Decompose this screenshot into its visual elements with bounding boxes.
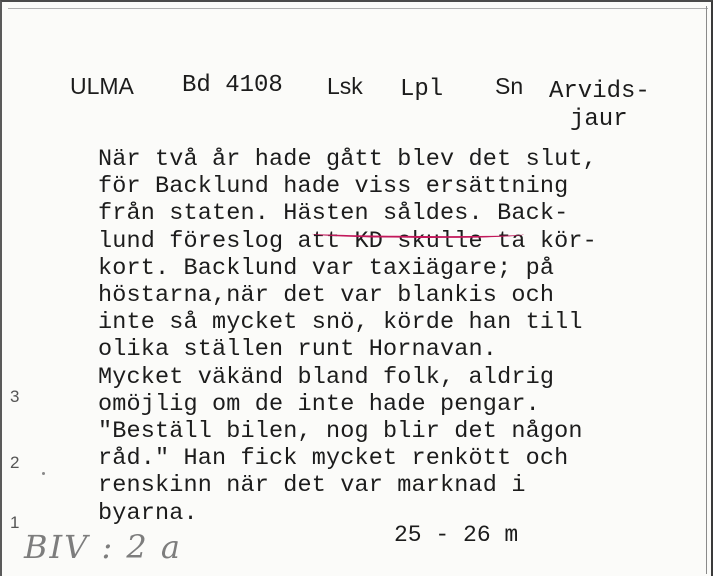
text-line: råd." Han fick mycket renkött och: [98, 445, 569, 473]
text-line: höstarna,när det var blankis och: [98, 282, 555, 310]
volume-number: Bd 4108: [182, 72, 283, 99]
text-line: inte så mycket snö, körde han till: [98, 309, 583, 337]
parish-name-line2: jaur: [570, 106, 628, 133]
parish-name-line1: Arvids-: [549, 78, 650, 105]
parish-label: Sn: [495, 73, 524, 99]
text-line: för Backlund hade viss ersättning: [98, 173, 569, 201]
province-label: Lsk: [327, 73, 363, 99]
text-line: "Beställ bilen, nog blir det någon: [98, 418, 583, 446]
text-line: När två år hade gått blev det slut,: [98, 146, 597, 173]
margin-number-3: 3: [10, 387, 20, 406]
text-line: omöjlig om de inte hade pengar.: [98, 390, 540, 418]
text-line: byarna.: [98, 499, 198, 527]
text-line: lund föreslog att KD skulle ta kör-: [98, 227, 597, 255]
text-line: Mycket väkänd bland folk, aldrig: [98, 363, 555, 391]
text-line: från staten. Hästen såldes. Back-: [98, 200, 569, 228]
handwritten-note: BIV : 2 a: [24, 528, 182, 566]
page-reference: 25 - 26 m: [394, 522, 519, 548]
archive-code: ULMA: [70, 73, 134, 99]
margin-number-1: 1: [10, 513, 20, 532]
text-line: olika ställen runt Hornavan.: [98, 336, 498, 364]
text-line: kort. Backlund var taxiägare; på: [98, 254, 555, 282]
margin-number-2: 2: [10, 453, 20, 472]
record-text: [98, 146, 698, 527]
top-rule: [8, 8, 708, 9]
text-line: renskinn när det var marknad i: [98, 472, 526, 500]
province-value: Lpl: [400, 76, 444, 103]
right-edge-rule: [706, 6, 707, 574]
margin-dot: [42, 472, 45, 475]
